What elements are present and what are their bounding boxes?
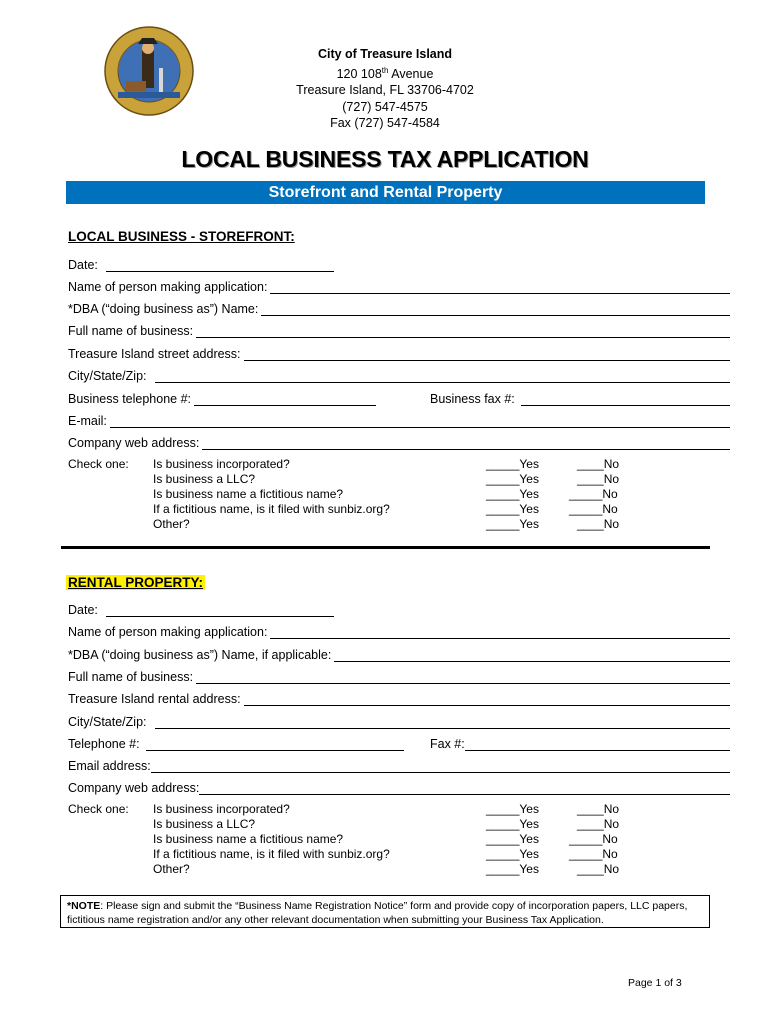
input-line[interactable]: [199, 783, 730, 795]
storefront-applicant-field[interactable]: [68, 278, 730, 294]
no-blank[interactable]: _____No: [569, 847, 618, 861]
field-label: *DBA (“doing business as”) Name, if applicable:: [68, 648, 332, 662]
yes-blank[interactable]: _____Yes: [486, 832, 539, 846]
yes-blank[interactable]: _____Yes: [486, 502, 539, 516]
field-label: Business fax #:: [430, 392, 515, 406]
storefront-telephone-field[interactable]: [68, 390, 376, 406]
input-line[interactable]: [151, 761, 730, 773]
input-line[interactable]: [194, 394, 376, 406]
city-name: City of Treasure Island: [317, 47, 453, 61]
storefront-city-state-zip-field[interactable]: [68, 367, 730, 383]
input-line[interactable]: [334, 650, 730, 662]
storefront-full-name-field[interactable]: [68, 322, 730, 338]
field-label: Treasure Island street address:: [68, 347, 241, 361]
field-label: City/State/Zip:: [68, 369, 147, 383]
section-divider: [61, 546, 710, 549]
rental-city-state-zip-field[interactable]: [68, 713, 730, 729]
yes-blank[interactable]: _____Yes: [486, 802, 539, 816]
storefront-check-one-group: [68, 457, 668, 535]
no-blank[interactable]: _____No: [569, 832, 618, 846]
rental-dba-field[interactable]: [68, 646, 730, 662]
question-llc: Is business a LLC?: [153, 817, 256, 831]
note-text: : Please sign and submit the “Business Name Registration Notice” form and provide copy of incorporation papers, LLC papers, fictitious name registration and/or any other relevant documentation when submitting your Business Tax Application.: [67, 900, 688, 926]
input-line[interactable]: [106, 605, 334, 617]
note-label: *NOTE: [67, 900, 101, 912]
question-llc: Is business a LLC?: [153, 472, 256, 486]
field-label: Name of person making application:: [68, 280, 268, 294]
street-number: 120 108: [336, 66, 382, 81]
question-fictitious: Is business name a fictitious name?: [153, 832, 344, 846]
no-blank[interactable]: ____No: [577, 817, 620, 831]
field-label: Full name of business:: [68, 324, 194, 338]
city-seal-icon: [104, 26, 194, 116]
rental-applicant-field[interactable]: [68, 623, 730, 639]
question-sunbiz: If a fictitious name, is it filed with sunbiz.org?: [153, 847, 390, 861]
no-blank[interactable]: ____No: [577, 862, 620, 876]
yes-blank[interactable]: _____Yes: [486, 487, 539, 501]
check-one-label: Check one:: [68, 802, 129, 816]
input-line[interactable]: [110, 416, 730, 428]
storefront-heading: LOCAL BUSINESS - STOREFRONT:: [68, 229, 295, 244]
field-label: Name of person making application:: [68, 625, 268, 639]
field-label: Company web address:: [68, 436, 200, 450]
street-ordinal: th: [381, 65, 389, 75]
fax-line: Fax (727) 547-4584: [330, 116, 440, 131]
submission-note: [60, 895, 710, 928]
question-incorporated: Is business incorporated?: [153, 802, 290, 816]
no-blank[interactable]: ____No: [577, 472, 620, 486]
rental-address-field[interactable]: [68, 690, 730, 706]
no-blank[interactable]: ____No: [577, 457, 620, 471]
field-label: Treasure Island rental address:: [68, 692, 241, 706]
field-label: City/State/Zip:: [68, 715, 147, 729]
question-other: Other?: [153, 517, 190, 531]
field-label: Full name of business:: [68, 670, 194, 684]
question-incorporated: Is business incorporated?: [153, 457, 290, 471]
yes-blank[interactable]: _____Yes: [486, 862, 539, 876]
rental-heading: RENTAL PROPERTY:: [68, 575, 204, 590]
storefront-email-field[interactable]: [68, 412, 730, 428]
input-line[interactable]: [521, 394, 730, 406]
yes-blank[interactable]: _____Yes: [486, 457, 539, 471]
input-line[interactable]: [244, 349, 730, 361]
rental-web-field[interactable]: [68, 779, 730, 795]
field-label: Email address:: [68, 759, 151, 773]
rental-email-field[interactable]: [68, 757, 730, 773]
storefront-fax-field[interactable]: [430, 390, 730, 406]
field-label: Fax #:: [430, 737, 465, 751]
rental-date-field[interactable]: [68, 601, 334, 617]
input-line[interactable]: [270, 627, 730, 639]
input-line[interactable]: [155, 717, 731, 729]
yes-blank[interactable]: _____Yes: [486, 817, 539, 831]
input-line[interactable]: [155, 371, 731, 383]
form-title: LOCAL BUSINESS TAX APPLICATION: [181, 146, 589, 172]
storefront-date-field[interactable]: [68, 256, 334, 272]
rental-full-name-field[interactable]: [68, 668, 730, 684]
storefront-dba-field[interactable]: [68, 300, 730, 316]
no-blank[interactable]: ____No: [577, 517, 620, 531]
yes-blank[interactable]: _____Yes: [486, 847, 539, 861]
yes-blank[interactable]: _____Yes: [486, 517, 539, 531]
page-number: Page 1 of 3: [628, 977, 682, 989]
input-line[interactable]: [202, 438, 730, 450]
city-state-zip-line: Treasure Island, FL 33706-4702: [296, 83, 474, 98]
field-label: Business telephone #:: [68, 392, 192, 406]
field-label: Company web address:: [68, 781, 200, 795]
field-label: E-mail:: [68, 414, 107, 428]
street-address: [240, 63, 530, 83]
no-blank[interactable]: _____No: [569, 502, 618, 516]
no-blank[interactable]: ____No: [577, 802, 620, 816]
phone-line: (727) 547-4575: [342, 99, 428, 114]
yes-blank[interactable]: _____Yes: [486, 472, 539, 486]
input-line[interactable]: [244, 694, 730, 706]
no-blank[interactable]: _____No: [569, 487, 618, 501]
storefront-web-field[interactable]: [68, 434, 730, 450]
input-line[interactable]: [261, 304, 730, 316]
form-subtitle-banner: Storefront and Rental Property: [66, 181, 705, 204]
rental-check-one-group: [68, 802, 668, 880]
question-other: Other?: [153, 862, 190, 876]
field-label: Telephone #:: [68, 737, 140, 751]
input-line[interactable]: [465, 739, 730, 751]
input-line[interactable]: [106, 260, 334, 272]
storefront-address-field[interactable]: [68, 345, 730, 361]
city-address-block: [240, 46, 530, 132]
input-line[interactable]: [146, 739, 404, 751]
field-label: Date:: [68, 603, 98, 617]
question-fictitious: Is business name a fictitious name?: [153, 487, 344, 501]
input-line[interactable]: [270, 282, 730, 294]
input-line[interactable]: [196, 326, 730, 338]
rental-telephone-field[interactable]: [68, 735, 404, 751]
rental-fax-field[interactable]: [430, 735, 730, 751]
input-line[interactable]: [196, 672, 730, 684]
field-label: Date:: [68, 258, 98, 272]
question-sunbiz: If a fictitious name, is it filed with sunbiz.org?: [153, 502, 390, 516]
street-name: Avenue: [388, 66, 434, 81]
field-label: *DBA (“doing business as”) Name:: [68, 302, 259, 316]
check-one-label: Check one:: [68, 457, 129, 471]
